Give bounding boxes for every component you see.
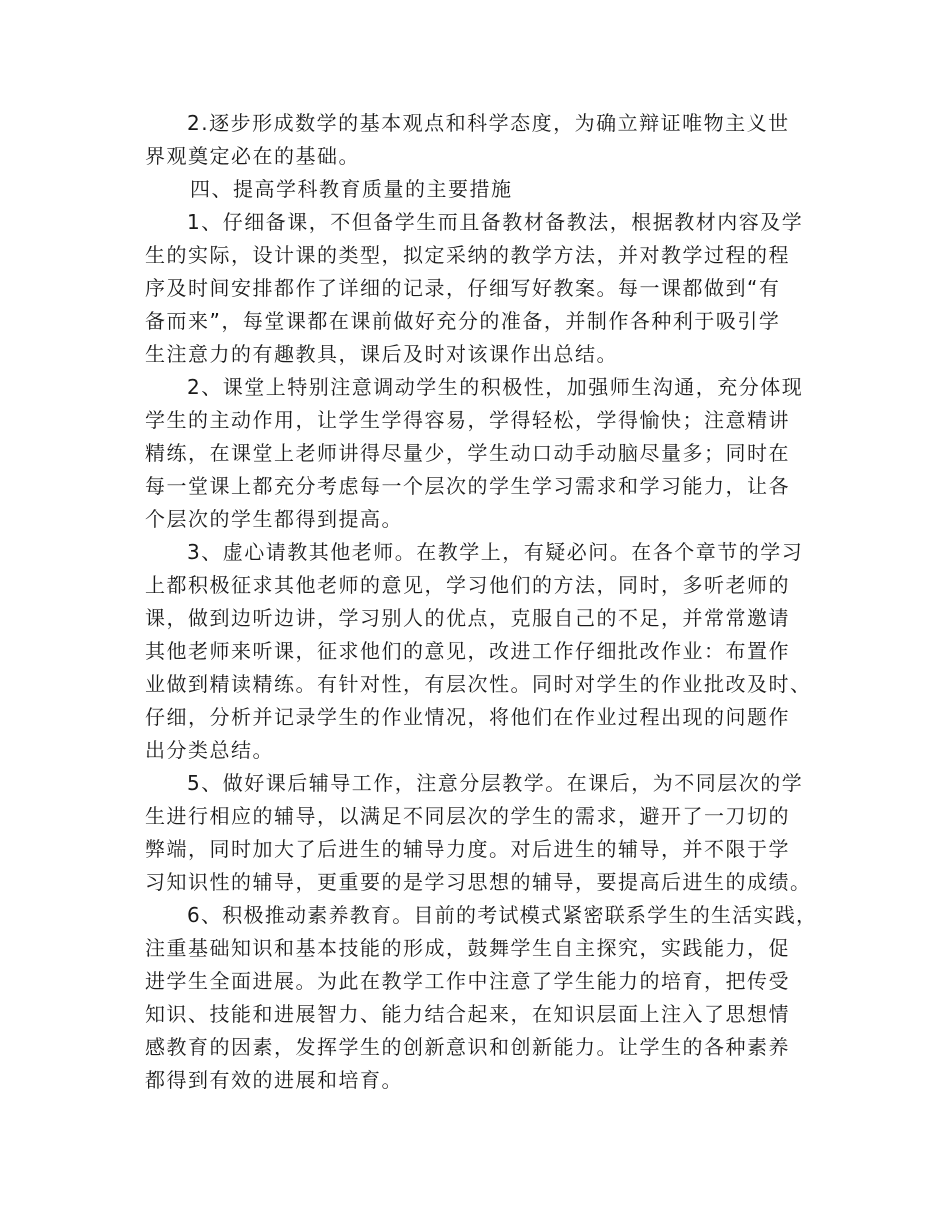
text-line: 仔细，分析并记录学生的作业情况，将他们在作业过程出现的问题作 (145, 705, 790, 729)
text-line: 知识、技能和进展智力、能力结合起来，在知识层面上注入了思想情 (145, 1002, 790, 1026)
text-line: 出分类总结。 (145, 738, 274, 762)
text-line: 学生的主动作用，让学生学得容易，学得轻松，学得愉快；注意精讲 (145, 408, 790, 432)
text-line: 其他老师来听课，征求他们的意见，改进工作仔细批改作业：布置作 (145, 639, 790, 663)
text-line: 2.逐步形成数学的基本观点和科学态度，为确立辩证唯物主义世 (187, 111, 790, 135)
text-line: 课，做到边听边讲，学习别人的优点，克服自己的不足，并常常邀请 (145, 606, 790, 630)
text-line: 每一堂课上都充分考虑每一个层次的学生学习需求和学习能力，让各 (145, 474, 790, 498)
text-line: 感教育的因素，发挥学生的创新意识和创新能力。让学生的各种素养 (145, 1035, 790, 1059)
text-line: 3、虚心请教其他老师。在教学上，有疑必问。在各个章节的学习 (187, 540, 804, 564)
text-line: 个层次的学生都得到提高。 (145, 507, 403, 531)
text-line: 界观奠定必在的基础。 (145, 144, 360, 168)
text-line: 6、积极推动素养教育。目前的考试模式紧密联系学生的生活实践， (187, 903, 818, 927)
text-line: 都得到有效的进展和培育。 (145, 1068, 403, 1092)
text-line: 注重基础知识和基本技能的形成，鼓舞学生自主探究，实践能力，促 (145, 936, 790, 960)
text-line: 上都积极征求其他老师的意见，学习他们的方法，同时，多听老师的 (145, 573, 790, 597)
text-line: 2、课堂上特别注意调动学生的积极性，加强师生沟通，充分体现 (187, 375, 804, 399)
text-line: 进学生全面进展。为此在教学工作中注意了学生能力的培育，把传受 (145, 969, 790, 993)
text-line: 序及时间安排都作了详细的记录，仔细写好教案。每一课都做到“有 (145, 276, 781, 300)
section-heading: 四、提高学科教育质量的主要措施 (190, 177, 513, 201)
text-line: 生进行相应的辅导，以满足不同层次的学生的需求，避开了一刀切的 (145, 804, 790, 828)
text-line: 业做到精读精练。有针对性，有层次性。同时对学生的作业批改及时、 (145, 672, 812, 696)
text-line: 弊端，同时加大了后进生的辅导力度。对后进生的辅导，并不限于学 (145, 837, 790, 861)
text-line: 备而来”，每堂课都在课前做好充分的准备，并制作各种利于吸引学 (145, 309, 781, 333)
text-line: 习知识性的辅导，更重要的是学习思想的辅导，要提高后进生的成绩。 (145, 870, 812, 894)
text-line: 1、仔细备课，不但备学生而且备教材备教法，根据教材内容及学 (187, 210, 804, 234)
text-line: 生注意力的有趣教具，课后及时对该课作出总结。 (145, 342, 618, 366)
text-line: 生的实际，设计课的类型，拟定采纳的教学方法，并对教学过程的程 (145, 243, 790, 267)
text-line: 5、做好课后辅导工作，注意分层教学。在课后，为不同层次的学 (187, 771, 804, 795)
text-line: 精练，在课堂上老师讲得尽量少，学生动口动手动脑尽量多；同时在 (145, 441, 790, 465)
